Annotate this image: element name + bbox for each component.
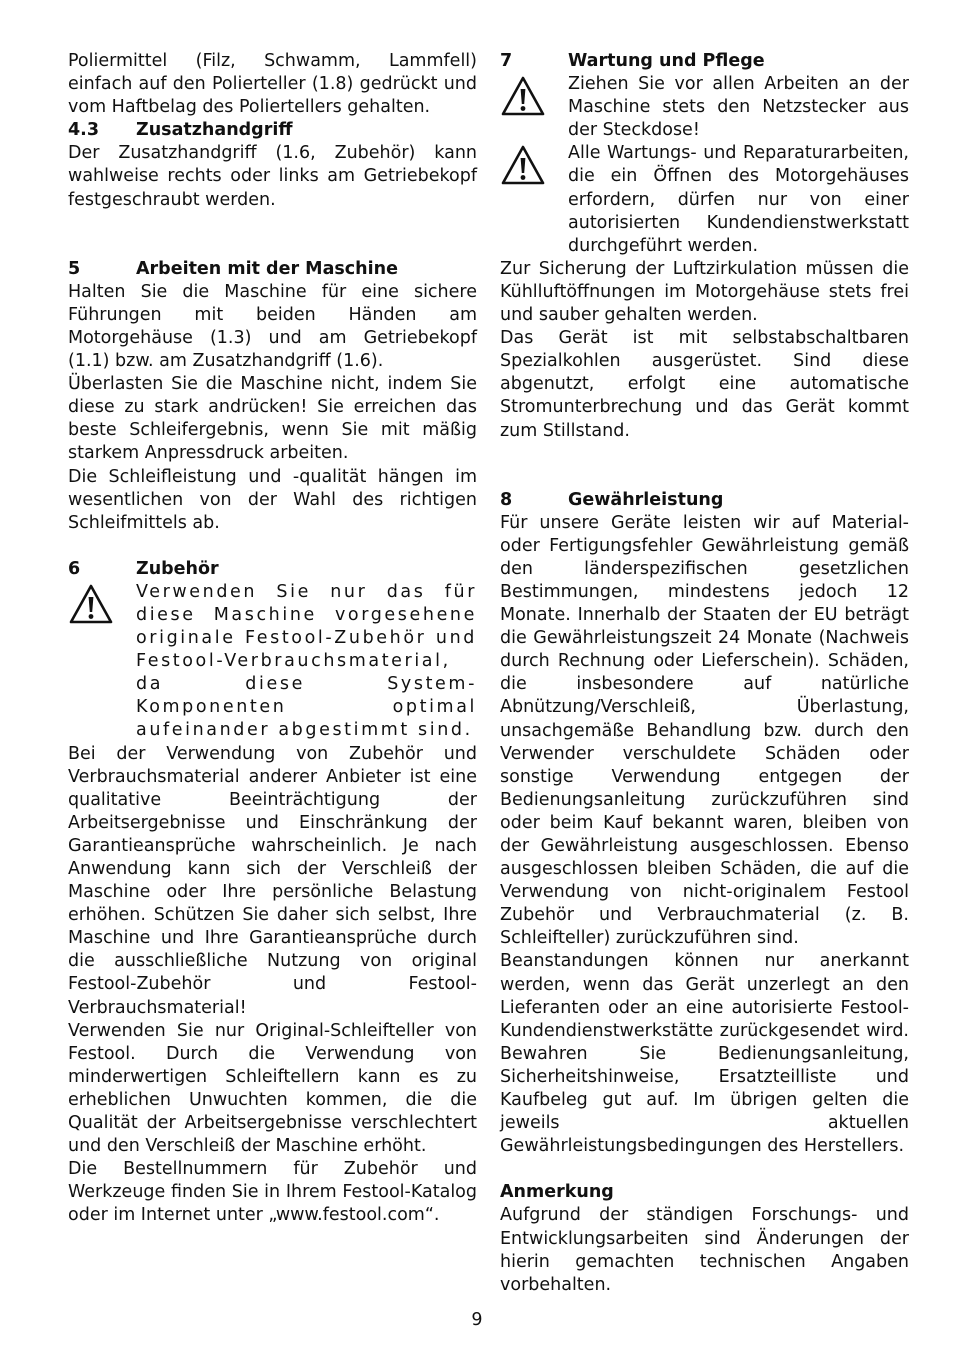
warning-text: Verwenden Sie nur das für diese Maschine vorgesehene originale Festool-Zubehör und Festool-Verbrauchsmaterial, da diese System-Komponenten optimal aufeinander abgestimmt sind. — [136, 581, 477, 741]
note-heading: Anmerkung — [500, 1182, 614, 1203]
section-heading-8 — [500, 489, 909, 512]
warning-text: Alle Wartungs- und Reparaturarbeiten, die ein Öffnen des Motorgehäuses erfordern, dürfen nur von einer autorisierten Kundendienstwerkstatt durchgeführt werden. — [568, 143, 909, 256]
left-column — [68, 50, 477, 1228]
section-heading-7 — [500, 50, 909, 73]
intro-paragraph: Poliermittel (Filz, Schwamm, Lammfell) einfach auf den Polierteller (1.8) gedrückt und vom Haftbelag des Poliertellers gehalten. — [68, 51, 477, 118]
warning-triangle-icon — [500, 73, 568, 117]
spacer — [68, 212, 477, 258]
spacer — [500, 1158, 909, 1181]
warning-block — [500, 73, 909, 142]
page-number: 9 — [471, 1310, 483, 1330]
paragraph: Halten Sie die Maschine für eine sichere Führungen mit beiden Händen am Motorgehäuse (1.3) und am Getriebekopf (1.1) bzw. am Zusatzhandgriff (1.6). — [68, 281, 477, 372]
warning-triangle-icon — [500, 142, 568, 186]
spacer — [68, 535, 477, 558]
warning-block — [500, 142, 909, 257]
paragraph: Der Zusatzhandgriff (1.6, Zubehör) kann wahlweise rechts oder links am Getriebekopf festgeschraubt werden. — [68, 143, 477, 210]
section-heading-6 — [68, 558, 477, 581]
section-number: 4.3 — [68, 120, 100, 141]
warning-text: Ziehen Sie vor allen Arbeiten an der Maschine stets den Netzstecker aus der Steckdose! — [568, 74, 909, 141]
spacer — [500, 443, 909, 489]
warning-block — [68, 581, 477, 743]
section-number: 5 — [68, 258, 81, 279]
section-number: 6 — [68, 558, 81, 579]
paragraph: Überlasten Sie die Maschine nicht, indem Sie diese zu stark andrücken! Sie erreichen das beste Schleifergebnis, wenn Sie mit mäßig starkem Anpressdruck arbeiten. — [68, 374, 477, 464]
section-heading-5 — [68, 258, 477, 281]
section-title: Gewährleistung — [568, 489, 724, 510]
paragraph: Die Schleifleistung und -qualität hängen im wesentlichen von der Wahl des richtigen Schleifmittels ab. — [68, 466, 477, 533]
section-number: 8 — [500, 489, 513, 510]
section-title: Zusatzhandgriff — [136, 120, 293, 141]
section-number: 7 — [500, 51, 513, 71]
warning-triangle-icon — [68, 581, 136, 625]
paragraph: Verwenden Sie nur Original-Schleifteller von Festool. Durch die Verwendung von minderwertigen Schleiftellern kann es zu erheblichen Unwuchten kommen, die die Qualität der Arbeitsergebnisse verschlechtert und den Verschleiß der Maschine erhöht. — [68, 1020, 477, 1157]
paragraph: Zur Sicherung der Luftzirkulation müssen die Kühlluftöffnungen im Motorgehäuse stets frei und sauber gehalten werden. — [500, 258, 909, 326]
paragraph: Das Gerät ist mit selbstabschaltbaren Spezialkohlen ausgerüstet. Sind diese abgenutzt, erfolgt eine automatische Stromunterbrechung und das Gerät kommt zum Stillstand. — [500, 328, 909, 441]
section-title: Zubehör — [136, 558, 219, 579]
paragraph: Für unsere Geräte leisten wir auf Material- oder Fertigungsfehler Gewährleistung gemäß den länderspezifischen gesetzlichen Bestimmungen, mindestens jedoch 12 Monate. Innerhalb der Staaten der EU beträgt die Gewährleistungszeit 24 Monate (Nachweis durch Rechnung oder Lieferschein). Schäden, die insbesondere auf natürliche Abnützung/Verschleiß, Überlastung, unsachgemäße Behandlung bzw. durch den Verwender verschuldete Schäden oder sonstige Verwendung entgegen der Bedienungsanleitung zurückzuführen sind oder beim Kauf bekannt waren, bleiben von der Gewährleistung ausgeschlossen. Ebenso ausgeschlossen bleiben Schäden, die auf die Verwendung von nicht-originalem Festool Zubehör und Verbrauchmaterial (z. B. Schleifteller) zurückzuführen sind. — [500, 512, 909, 949]
section-title: Arbeiten mit der Maschine — [136, 258, 398, 279]
right-column — [500, 50, 909, 1297]
note-text: Aufgrund der ständigen Forschungs- und Entwicklungsarbeiten sind Änderungen der hierin gemachten technischen Angaben vorbehalten. — [500, 1205, 909, 1295]
paragraph: Beanstandungen können nur anerkannt werden, wenn das Gerät unzerlegt an den Lieferanten oder an eine autorisierte Festool-Kundendienstwerkstätte zurückgesendet wird. Bewahren Sie Bedienungsanleitung, Sicherheitshinweise, Ersatzteilliste und Kaufbeleg gut auf. Im übrigen gelten die jeweils aktuellen Gewährleistungsbedingungen des Herstellers. — [500, 951, 909, 1157]
section-heading-4-3 — [68, 119, 477, 142]
section-title: Wartung und Pflege — [568, 51, 765, 71]
paragraph: Bei der Verwendung von Zubehör und Verbrauchsmaterial anderer Anbieter ist eine qualitative Beeinträchtigung der Arbeitsergebnisse und Einschränkung der Garantieansprüche wahrscheinlich. Je nach Anwendung kann sich der Verschleiß der Maschine oder Ihre persönliche Belastung erhöhen. Schützen Sie daher sich selbst, Ihre Maschine und Ihre Garantieansprüche durch die ausschließliche Nutzung von original Festool-Zubehör und Festool-Verbrauchsmaterial! — [68, 743, 477, 1018]
paragraph: Die Bestellnummern für Zubehör und Werkzeuge finden Sie in Ihrem Festool-Katalog oder im Internet unter „www.festool.com“. — [68, 1159, 477, 1226]
